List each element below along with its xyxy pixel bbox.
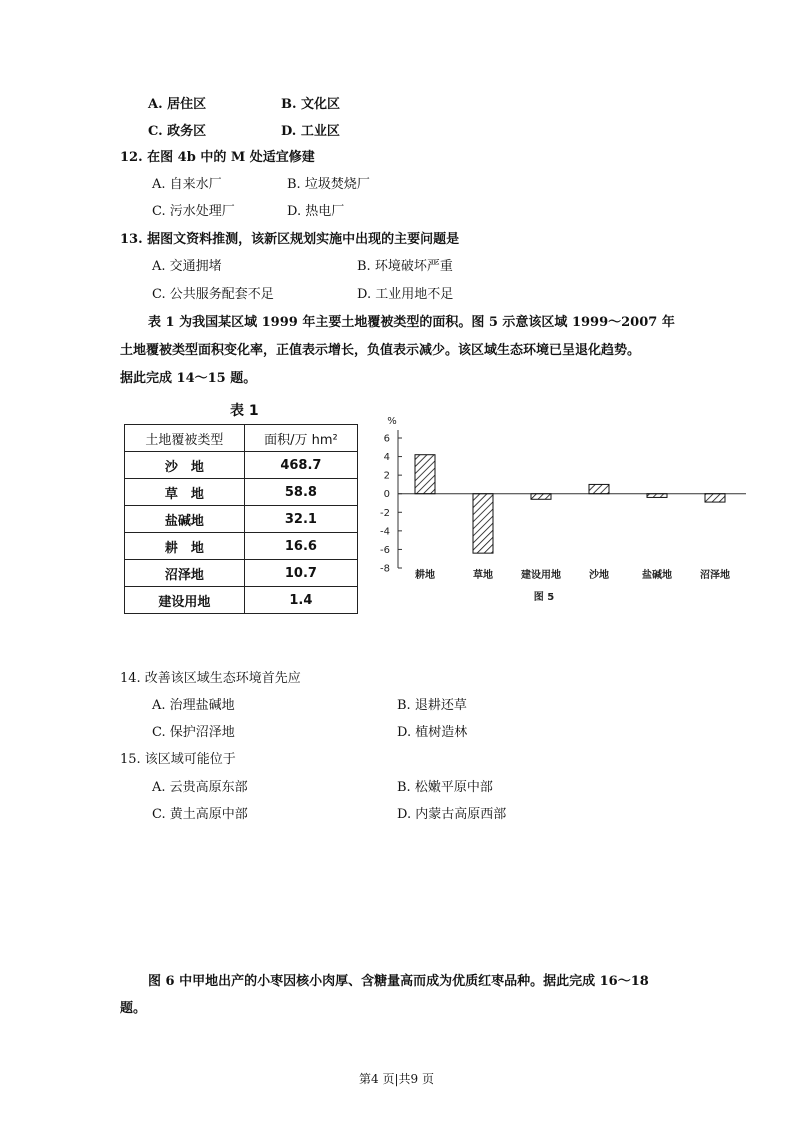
y-tick-label: -8 xyxy=(380,563,390,575)
q14-option-b: B. 退耕还草 xyxy=(397,698,467,713)
bar xyxy=(415,455,435,494)
q16-intro-line-1: 图 6 中甲地出产的小枣因核小肉厚、含糖量高而成为优质红枣品种。据此完成 16～18 xyxy=(148,974,649,989)
q14-option-a: A. 治理盐碱地 xyxy=(152,698,235,713)
x-tick-label: 草地 xyxy=(473,570,493,581)
q12-option-d: D. 热电厂 xyxy=(287,204,345,219)
intro-line-2: 土地覆被类型面积变化率，正值表示增长，负值表示减少。该区域生态环境已呈退化趋势。 xyxy=(120,343,641,358)
q11-option-b: B. 文化区 xyxy=(281,97,341,112)
y-tick-label: 4 xyxy=(383,452,390,464)
x-tick-label: 盐碱地 xyxy=(642,570,672,581)
cell-land-type: 沼泽地 xyxy=(125,560,245,587)
q11-option-a: A. 居住区 xyxy=(148,97,207,112)
page-footer: 第4 页|共9 页 xyxy=(359,1072,434,1086)
cell-land-type: 耕 地 xyxy=(125,533,245,560)
land-cover-table xyxy=(124,424,358,614)
y-tick-label: -6 xyxy=(380,544,390,556)
q12-option-b: B. 垃圾焚烧厂 xyxy=(287,177,370,192)
cell-area: 1.4 xyxy=(244,587,357,614)
q13-stem: 13. 据图文资料推测，该新区规划实施中出现的主要问题是 xyxy=(120,232,460,247)
cell-area: 16.6 xyxy=(244,533,357,560)
y-tick-label: 2 xyxy=(383,470,390,482)
x-tick-label: 建设用地 xyxy=(521,570,561,581)
y-axis-label: % xyxy=(387,416,397,427)
bar xyxy=(647,494,667,498)
intro-line-1: 表 1 为我国某区域 1999 年主要土地覆被类型的面积。图 5 示意该区域 1999～2007 年 xyxy=(148,315,675,330)
q13-option-a: A. 交通拥堵 xyxy=(152,259,222,274)
table-row xyxy=(125,587,358,614)
header-type: 土地覆被类型 xyxy=(125,425,245,452)
table-row xyxy=(125,452,358,479)
cell-land-type: 盐碱地 xyxy=(125,506,245,533)
bar xyxy=(705,494,725,502)
chart-title: 图 5 xyxy=(533,592,555,603)
q15-option-c: C. 黄土高原中部 xyxy=(152,807,248,822)
table-row xyxy=(125,479,358,506)
q11-option-d: D. 工业区 xyxy=(281,124,340,139)
table-row xyxy=(125,533,358,560)
q12-option-a: A. 自来水厂 xyxy=(152,177,222,192)
q15-option-a: A. 云贵高原东部 xyxy=(152,780,248,795)
intro-line-3: 据此完成 14～15 题。 xyxy=(120,371,257,386)
cell-land-type: 草 地 xyxy=(125,479,245,506)
table-row xyxy=(125,506,358,533)
bar xyxy=(589,484,609,493)
q15-stem: 15. 该区域可能位于 xyxy=(120,752,236,767)
y-tick-label: 0 xyxy=(383,489,390,501)
q12-option-c: C. 污水处理厂 xyxy=(152,204,235,219)
q14-option-d: D. 植树造林 xyxy=(397,725,468,740)
cell-area: 10.7 xyxy=(244,560,357,587)
q13-option-c: C. 公共服务配套不足 xyxy=(152,287,274,302)
x-tick-label: 沼泽地 xyxy=(700,570,730,581)
table-header-row xyxy=(125,425,358,452)
cell-land-type: 建设用地 xyxy=(125,587,245,614)
y-tick-label: -2 xyxy=(380,507,390,519)
y-tick-label: 6 xyxy=(383,433,390,445)
q13-option-d: D. 工业用地不足 xyxy=(357,287,454,302)
cell-area: 468.7 xyxy=(244,452,357,479)
q13-option-b: B. 环境破坏严重 xyxy=(357,259,453,274)
x-tick-label: 沙地 xyxy=(589,570,609,581)
cell-area: 58.8 xyxy=(244,479,357,506)
land-change-bar-chart xyxy=(368,400,752,620)
y-tick-label: -4 xyxy=(380,526,390,538)
q14-option-c: C. 保护沼泽地 xyxy=(152,725,235,740)
bar xyxy=(531,494,551,500)
cell-area: 32.1 xyxy=(244,506,357,533)
bar xyxy=(473,494,493,553)
q15-option-d: D. 内蒙古高原西部 xyxy=(397,807,507,822)
table-row xyxy=(125,560,358,587)
x-tick-label: 耕地 xyxy=(415,570,435,581)
table-caption: 表 1 xyxy=(230,403,259,419)
q12-stem: 12. 在图 4b 中的 M 处适宜修建 xyxy=(120,150,315,165)
cell-land-type: 沙 地 xyxy=(125,452,245,479)
q14-stem: 14. 改善该区域生态环境首先应 xyxy=(120,671,301,686)
header-area: 面积/万 hm² xyxy=(244,425,357,452)
q11-option-c: C. 政务区 xyxy=(148,124,207,139)
q16-intro-line-2: 题。 xyxy=(120,1001,147,1016)
q15-option-b: B. 松嫩平原中部 xyxy=(397,780,493,795)
